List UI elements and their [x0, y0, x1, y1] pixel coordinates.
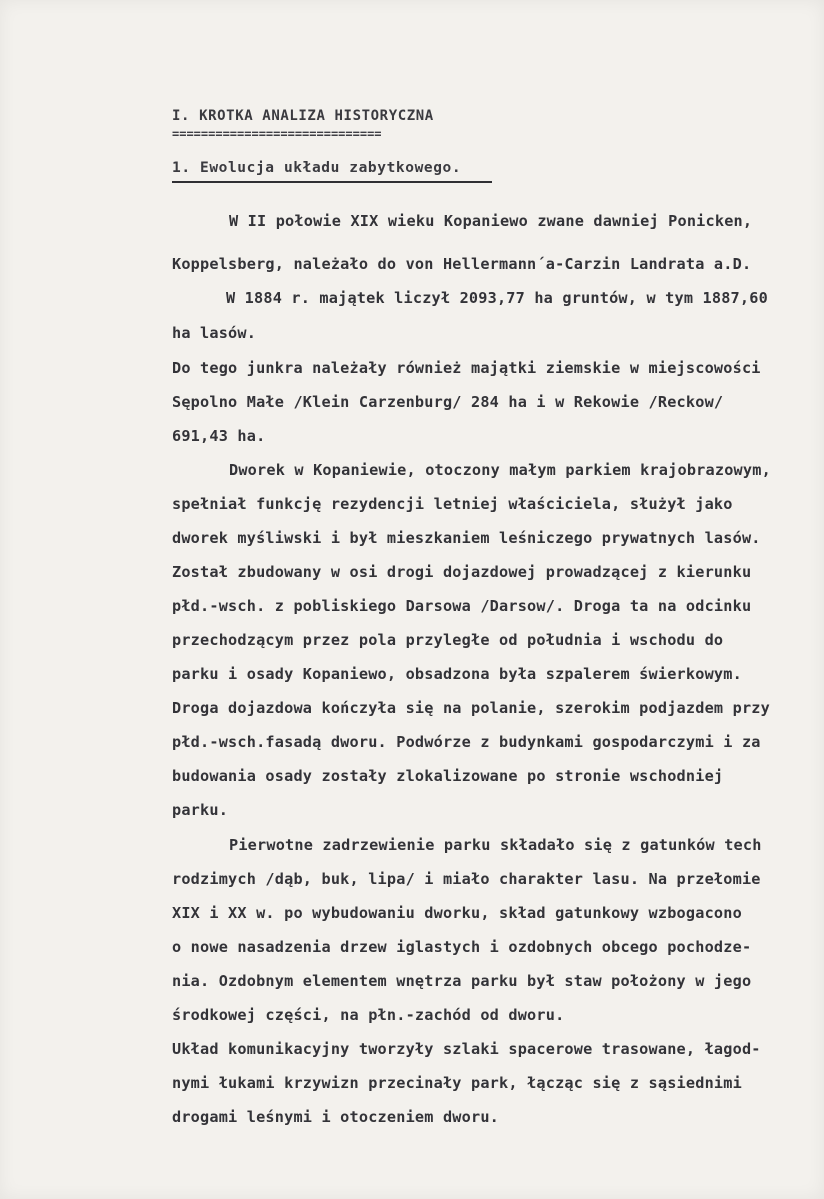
text-line: W II połowie XIX wieku Kopaniewo zwane dawniej Ponicken,	[229, 212, 753, 230]
text-line: nia. Ozdobnym elementem wnętrza parku był staw położony w jego	[172, 972, 752, 990]
text-line: parku i osady Kopaniewo, obsadzona była szpalerem świerkowym.	[172, 665, 742, 683]
text-line: Koppelsberg, należało do von Hellermann´a-Carzin Landrata a.D.	[172, 255, 752, 273]
text-line: Dworek w Kopaniewie, otoczony małym parkiem krajobrazowym,	[229, 461, 771, 479]
text-line: płd.-wsch. z pobliskiego Darsowa /Darsow/. Droga ta na odcinku	[172, 597, 752, 615]
text-line: Układ komunikacyjny tworzyły szlaki spacerowe trasowane, łagod-	[172, 1040, 761, 1058]
text-line: dworek myśliwski i był mieszkaniem leśniczego prywatnych lasów.	[172, 529, 761, 547]
text-line: drogami leśnymi i otoczeniem dworu.	[172, 1108, 500, 1126]
text-line: Został zbudowany w osi drogi dojazdowej prowadzącej z kierunku	[172, 563, 752, 581]
subsection-underline	[172, 181, 492, 183]
text-line: Droga dojazdowa kończyła się na polanie, szerokim podjazdem przy	[172, 699, 770, 717]
title-double-rule: =============================	[172, 127, 382, 141]
text-line: Do tego junkra należały również majątki ziemskie w miejscowości	[172, 359, 761, 377]
text-line: środkowej części, na płn.-zachód od dworu.	[172, 1006, 565, 1024]
text-line: budowania osady zostały zlokalizowane po stronie wschodniej	[172, 767, 724, 785]
text-line: przechodzącym przez pola przyległe od południa i wschodu do	[172, 631, 724, 649]
text-line: 691,43 ha.	[172, 427, 266, 445]
text-line: rodzimych /dąb, buk, lipa/ i miało charakter lasu. Na przełomie	[172, 870, 761, 888]
text-line: płd.-wsch.fasadą dworu. Podwórze z budynkami gospodarczymi i za	[172, 733, 761, 751]
text-line: parku.	[172, 801, 229, 819]
text-line: spełniał funkcję rezydencji letniej właściciela, służył jako	[172, 495, 733, 513]
text-line: Pierwotne zadrzewienie parku składało się z gatunków tech	[229, 836, 762, 854]
text-line: ha lasów.	[172, 324, 257, 342]
text-line: o nowe nasadzenia drzew iglastych i ozdobnych obcego pochodze-	[172, 938, 752, 956]
text-line: XIX i XX w. po wybudowaniu dworku, skład gatunkowy wzbogacono	[172, 904, 742, 922]
subsection-title: 1. Ewolucja układu zabytkowego.	[172, 160, 462, 176]
text-line: nymi łukami krzywizn przecinały park, łącząc się z sąsiednimi	[172, 1074, 742, 1092]
text-line: W 1884 r. majątek liczył 2093,77 ha gruntów, w tym 1887,60	[226, 289, 768, 307]
text-line: Sępolno Małe /Klein Carzenburg/ 284 ha i w Rekowie /Reckow/	[172, 393, 724, 411]
section-title: I. KROTKA ANALIZA HISTORYCZNA	[172, 108, 434, 124]
